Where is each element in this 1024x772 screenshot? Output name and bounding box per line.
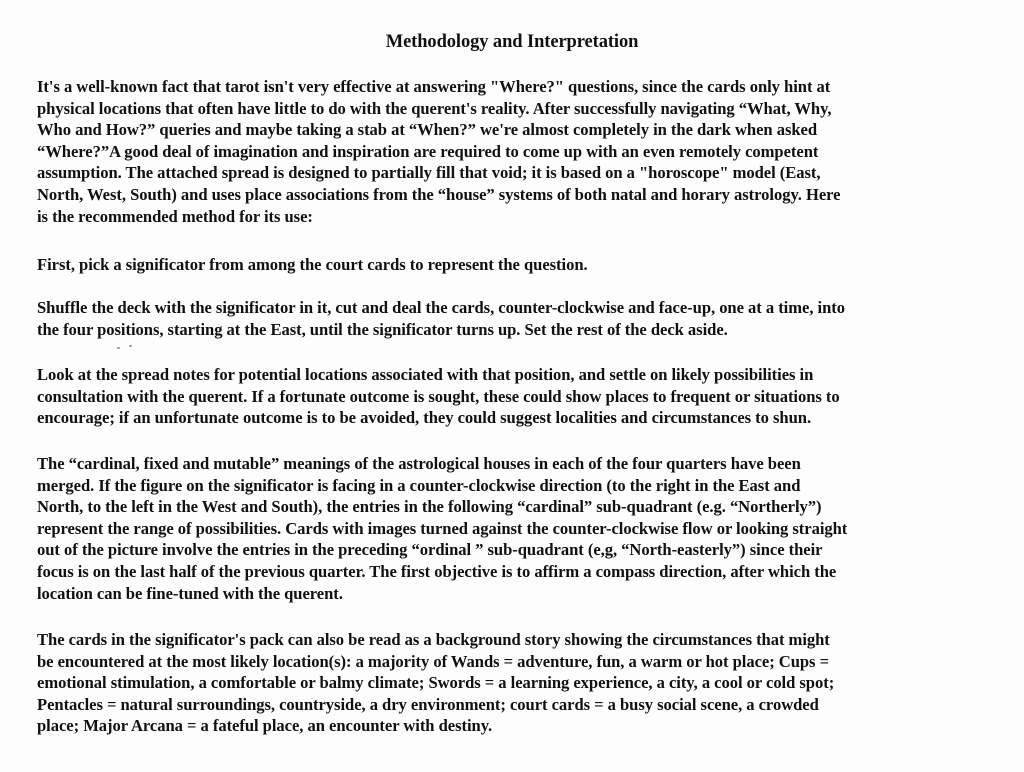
- document-title: Methodology and Interpretation: [385, 32, 639, 52]
- text-line: Who and How?” queries and maybe taking a stab at “When?” we're almost completely in the dark when asked: [37, 120, 818, 140]
- text-line: represent the range of possibilities. Cards with images turned against the counter-clockwise flow or looking straight: [37, 518, 848, 538]
- text-line: focus is on the last half of the previous quarter. The first objective is to affirm a compass direction, after which the: [37, 561, 837, 581]
- paragraph-step-spread-notes: [37, 364, 997, 429]
- text-line: North, to the left in the West and South), the entries in the following “cardinal” sub-quadrant (e.g. “Northerly”): [37, 497, 822, 517]
- text-line: Look at the spread notes for potential locations associated with that position, and settle on likely possibilities in: [37, 365, 814, 384]
- paragraph-background-story: [37, 629, 997, 737]
- paragraph-intro: [37, 76, 997, 227]
- text-line: Shuffle the deck with the significator in it, cut and deal the cards, counter-clockwise and face-up, one at a time, into: [37, 298, 845, 317]
- text-line: is the recommended method for its use:: [37, 206, 313, 226]
- text-line: merged. If the figure on the significator is facing in a counter-clockwise direction (to the right in the East and: [37, 475, 801, 495]
- text-line: physical locations that often have little to do with the querent's reality. After successfully navigating “What, Why,: [37, 98, 832, 118]
- text-line: It's a well-known fact that tarot isn't very effective at answering "Where?" questions, since the cards only hint at: [37, 77, 831, 96]
- text-line: “Where?”A good deal of imagination and inspiration are required to come up with an even remotely competent: [37, 141, 819, 161]
- paragraph-houses: [37, 453, 997, 604]
- text-line: the four positions, starting at the East, until the significator turns up. Set the rest of the deck aside.: [37, 319, 728, 339]
- scan-artifact-dot: [117, 347, 120, 349]
- text-line: encourage; if an unfortunate outcome is to be avoided, they could suggest localities and circumstances to shun.: [37, 408, 812, 428]
- text-line: North, West, South) and uses place associations from the “house” systems of both natal and horary astrology. Here: [37, 184, 841, 204]
- text-line: emotional stimulation, a comfortable or balmy climate; Swords = a learning experience, a city, a cool or cold spot;: [37, 673, 835, 693]
- text-line: First, pick a significator from among the court cards to represent the question.: [37, 255, 588, 274]
- text-line: place; Major Arcana = a fateful place, an encounter with destiny.: [37, 716, 493, 736]
- text-line: location can be fine-tuned with the querent.: [37, 583, 343, 603]
- text-line: consultation with the querent. If a fortunate outcome is sought, these could show places to frequent or situations to: [37, 386, 840, 406]
- text-line: be encountered at the most likely location(s): a majority of Wands = adventure, fun, a warm or hot place; Cups =: [37, 651, 829, 671]
- text-line: assumption. The attached spread is designed to partially fill that void; it is based on a "horoscope" model (East,: [37, 163, 821, 183]
- scan-artifact-dot: [129, 345, 132, 347]
- text-line: out of the picture involve the entries in the preceding “ordinal ” sub-quadrant (e,g, “North-easterly”) since their: [37, 540, 823, 560]
- text-line: The “cardinal, fixed and mutable” meanings of the astrological houses in each of the four quarters have been: [37, 454, 801, 473]
- text-line: The cards in the significator's pack can also be read as a background story showing the circumstances that might: [37, 630, 830, 649]
- text-line: Pentacles = natural surroundings, countryside, a dry environment; court cards = a busy social scene, a crowded: [37, 694, 819, 714]
- paragraph-step-shuffle: [37, 297, 997, 340]
- paragraph-step-significator: [37, 254, 997, 276]
